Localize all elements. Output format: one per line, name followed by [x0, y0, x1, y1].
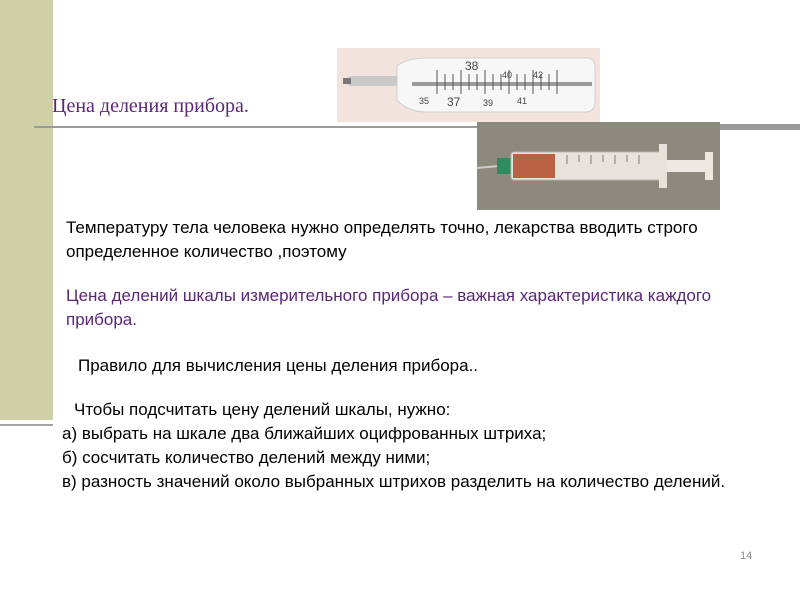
- thermometer-label-38: 38: [465, 59, 479, 73]
- steps-intro: Чтобы подсчитать цену делений шкалы, нужно:: [74, 400, 451, 419]
- thermometer-label-41: 41: [517, 96, 528, 106]
- thermometer-label-35: 35: [419, 96, 430, 106]
- page-number: 14: [740, 550, 753, 562]
- slide-body: [62, 216, 766, 494]
- right-bar-decoration: [710, 124, 800, 130]
- thermometer-label-40: 40: [502, 70, 513, 80]
- step-item-c: в) разность значений около выбранных штрихов разделить на количество делений.: [62, 472, 726, 491]
- highlight-paragraph: Цена делений шкалы измерительного прибора – важная характеристика каждого прибора.: [66, 286, 712, 329]
- thermometer-label-39: 39: [483, 98, 494, 108]
- thermometer-label-37: 37: [447, 95, 461, 109]
- steps-list: [62, 422, 766, 494]
- slide-title: Цена деления прибора.: [52, 95, 249, 117]
- thermometer-image: [337, 48, 600, 122]
- sidebar-divider: [0, 424, 53, 426]
- intro-paragraph: Температуру тела человека нужно определять точно, лекарства вводить строго определенное количество ,поэтому: [66, 218, 698, 261]
- thermometer-label-42: 42: [533, 70, 544, 80]
- step-item-a: а) выбрать на шкале два ближайших оцифрованных штриха;: [62, 424, 547, 443]
- rule-heading: Правило для вычисления цены деления прибора..: [78, 356, 479, 375]
- left-sidebar-decoration: [0, 0, 53, 420]
- syringe-image: [477, 122, 720, 210]
- step-item-b: б) сосчитать количество делений между ними;: [62, 448, 431, 467]
